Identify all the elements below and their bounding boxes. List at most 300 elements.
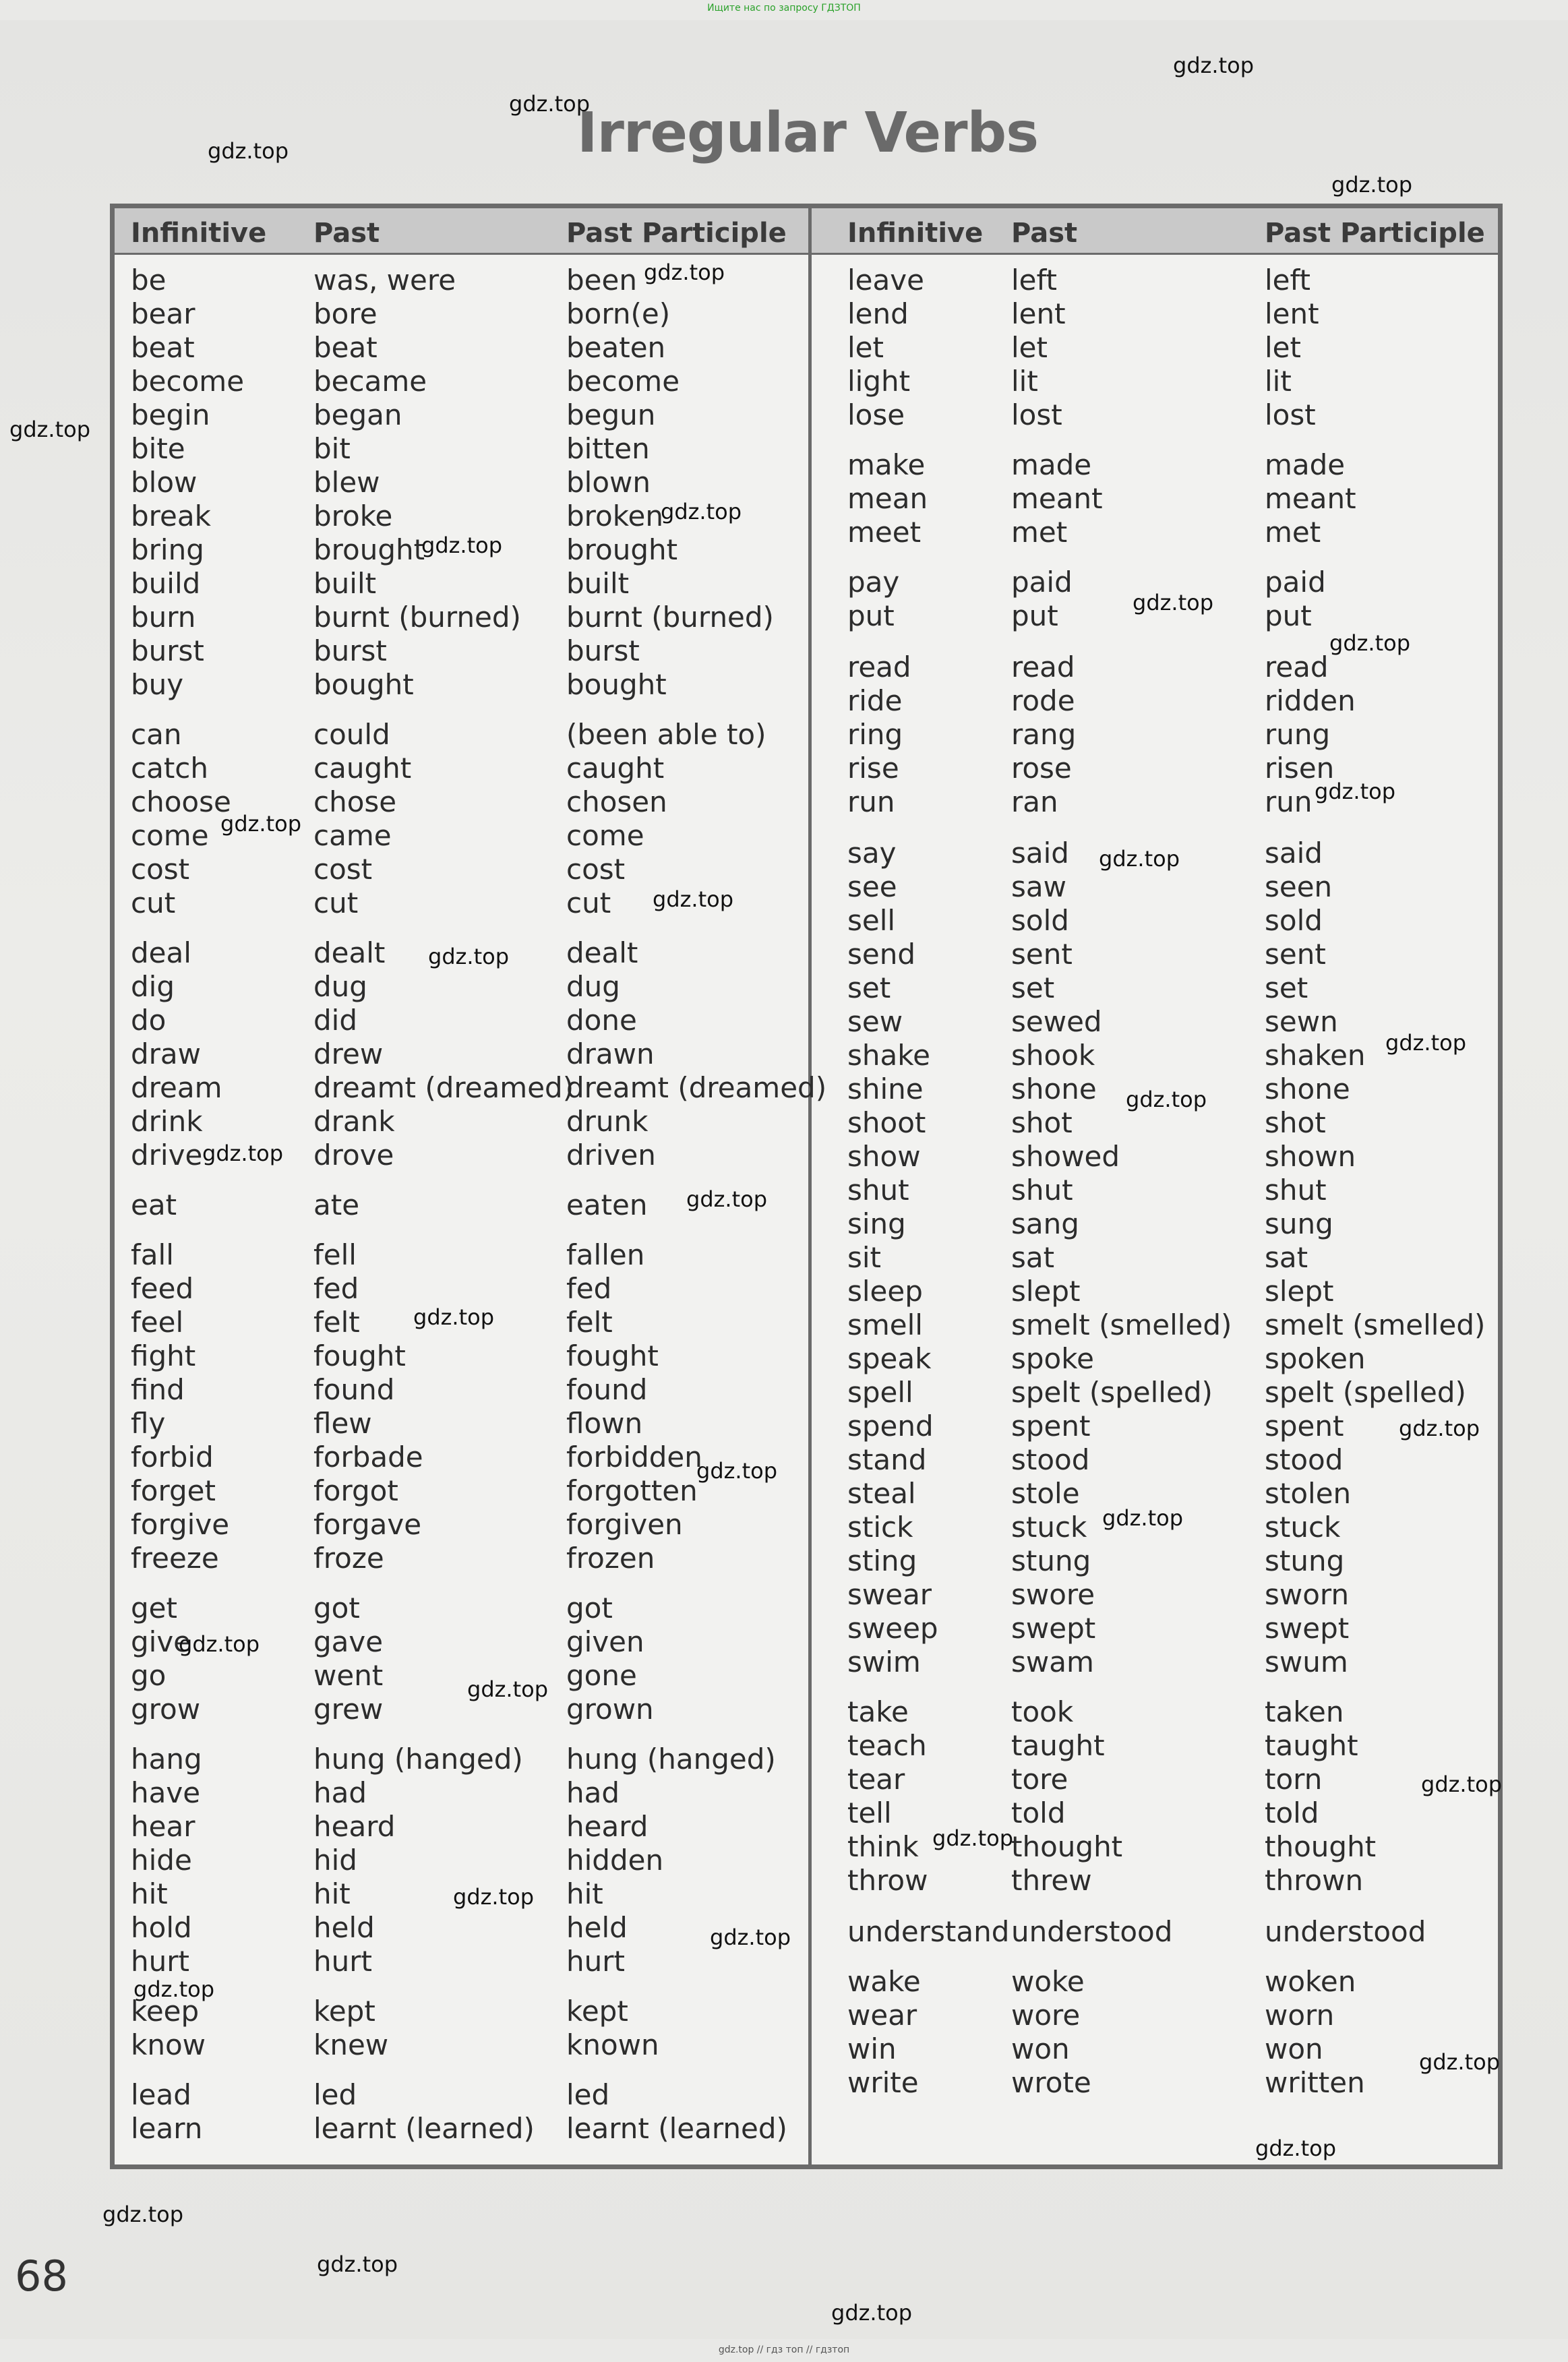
past-cell: paid: [1011, 566, 1073, 599]
infinitive-cell: hear: [131, 1810, 195, 1843]
past-participle-cell: woken: [1265, 1965, 1356, 1998]
past-cell: ran: [1011, 785, 1058, 818]
past-participle-cell: bitten: [566, 432, 650, 465]
past-cell: wrote: [1011, 2066, 1091, 2099]
infinitive-cell: make: [847, 448, 926, 481]
infinitive-cell: hurt: [131, 1945, 189, 1978]
infinitive-cell: bear: [131, 297, 195, 330]
infinitive-cell: light: [847, 365, 911, 398]
past-cell: taught: [1011, 1729, 1105, 1762]
past-participle-cell: eaten: [566, 1188, 648, 1221]
past-participle-cell: forgotten: [566, 1474, 698, 1507]
bottom-link[interactable]: gdz.top // гдз топ // гдзтоп: [718, 2344, 850, 2355]
past-cell: caught: [313, 752, 412, 785]
infinitive-cell: grow: [131, 1693, 201, 1726]
past-cell: shot: [1011, 1106, 1073, 1139]
watermark-text: gdz.top: [317, 2251, 398, 2277]
past-cell: lost: [1011, 398, 1062, 431]
past-cell: bore: [313, 297, 378, 330]
past-cell: drew: [313, 1037, 384, 1070]
infinitive-cell: sweep: [847, 1612, 938, 1645]
header-past-right: Past: [1011, 218, 1078, 249]
past-cell: lent: [1011, 297, 1066, 330]
past-cell: stole: [1011, 1477, 1080, 1510]
past-cell: knew: [313, 2028, 389, 2061]
infinitive-cell: learn: [131, 2112, 203, 2145]
past-participle-cell: caught: [566, 752, 665, 785]
past-participle-cell: lent: [1265, 297, 1319, 330]
watermark-text: gdz.top: [428, 944, 510, 969]
past-participle-cell: come: [566, 819, 644, 852]
infinitive-cell: run: [847, 785, 895, 818]
past-participle-cell: run: [1265, 785, 1313, 818]
watermark-text: gdz.top: [202, 1141, 284, 1166]
past-cell: dreamt (dreamed): [313, 1071, 574, 1104]
infinitive-cell: find: [131, 1373, 185, 1406]
past-cell: read: [1011, 650, 1075, 684]
past-participle-cell: led: [566, 2078, 610, 2111]
past-cell: came: [313, 819, 392, 852]
infinitive-cell: spend: [847, 1410, 934, 1443]
watermark-text: gdz.top: [1331, 172, 1413, 198]
watermark-text: gdz.top: [220, 811, 302, 837]
past-cell: drove: [313, 1139, 394, 1172]
infinitive-cell: bring: [131, 533, 204, 566]
past-cell: fought: [313, 1339, 406, 1372]
past-cell: chose: [313, 785, 397, 818]
infinitive-cell: think: [847, 1830, 919, 1863]
infinitive-cell: stick: [847, 1511, 913, 1544]
infinitive-cell: stand: [847, 1443, 927, 1476]
infinitive-cell: ride: [847, 684, 903, 717]
infinitive-cell: leave: [847, 264, 924, 297]
past-participle-cell: lit: [1265, 365, 1292, 398]
infinitive-cell: fly: [131, 1407, 166, 1440]
past-participle-cell: hit: [566, 1877, 603, 1910]
past-cell: spelt (spelled): [1011, 1376, 1213, 1409]
past-participle-cell: set: [1265, 971, 1308, 1004]
past-participle-cell: sold: [1265, 904, 1323, 937]
past-participle-cell: torn: [1265, 1763, 1323, 1796]
infinitive-cell: buy: [131, 668, 184, 701]
past-participle-cell: fought: [566, 1339, 659, 1372]
past-participle-cell: bought: [566, 668, 667, 701]
past-participle-cell: dug: [566, 970, 620, 1003]
infinitive-cell: meet: [847, 516, 922, 549]
past-participle-cell: thought: [1265, 1830, 1377, 1863]
infinitive-cell: mean: [847, 482, 928, 515]
infinitive-cell: spell: [847, 1376, 913, 1409]
past-participle-cell: learnt (learned): [566, 2112, 787, 2145]
past-cell: rose: [1011, 752, 1072, 785]
past-cell: hung (hanged): [313, 1743, 523, 1776]
past-cell: spent: [1011, 1410, 1091, 1443]
past-cell: could: [313, 718, 390, 751]
infinitive-cell: become: [131, 365, 245, 398]
infinitive-cell: do: [131, 1004, 167, 1037]
past-participle-cell: gone: [566, 1659, 637, 1692]
past-participle-cell: risen: [1265, 752, 1335, 785]
past-participle-cell: forbidden: [566, 1441, 702, 1474]
past-participle-cell: brought: [566, 533, 678, 566]
past-cell: forbade: [313, 1441, 423, 1474]
past-participle-cell: flown: [566, 1407, 643, 1440]
past-cell: burnt (burned): [313, 601, 521, 634]
past-cell: showed: [1011, 1140, 1120, 1173]
past-cell: cost: [313, 853, 373, 886]
watermark-text: gdz.top: [208, 138, 289, 164]
page-number: 68: [15, 2251, 68, 2301]
past-cell: bought: [313, 668, 414, 701]
past-cell: had: [313, 1776, 367, 1809]
past-cell: beat: [313, 331, 378, 364]
infinitive-cell: give: [131, 1625, 191, 1658]
past-participle-cell: dealt: [566, 936, 638, 969]
infinitive-cell: drive: [131, 1139, 203, 1172]
past-cell: rode: [1011, 684, 1075, 717]
infinitive-cell: deal: [131, 936, 191, 969]
infinitive-cell: lend: [847, 297, 909, 330]
past-cell: ate: [313, 1188, 360, 1221]
infinitive-cell: cost: [131, 853, 190, 886]
past-cell: made: [1011, 448, 1092, 481]
past-participle-cell: spent: [1265, 1410, 1344, 1443]
infinitive-cell: say: [847, 837, 897, 870]
past-participle-cell: begun: [566, 398, 656, 431]
past-cell: hurt: [313, 1945, 372, 1978]
past-cell: forgave: [313, 1508, 422, 1541]
past-cell: set: [1011, 971, 1055, 1004]
past-cell: shone: [1011, 1072, 1097, 1106]
past-participle-cell: shot: [1265, 1106, 1326, 1139]
past-participle-cell: sworn: [1265, 1578, 1350, 1611]
infinitive-cell: shine: [847, 1072, 924, 1106]
past-participle-cell: shaken: [1265, 1039, 1366, 1072]
past-participle-cell: paid: [1265, 566, 1326, 599]
past-participle-cell: stood: [1265, 1443, 1344, 1476]
infinitive-cell: let: [847, 331, 884, 364]
infinitive-cell: wear: [847, 1999, 917, 2032]
watermark-text: gdz.top: [696, 1458, 778, 1484]
past-participle-cell: shone: [1265, 1072, 1350, 1106]
past-participle-cell: felt: [566, 1306, 613, 1339]
past-cell: sewed: [1011, 1005, 1102, 1038]
infinitive-cell: dig: [131, 970, 175, 1003]
past-cell: understood: [1011, 1915, 1173, 1948]
past-participle-cell: got: [566, 1592, 613, 1625]
watermark-text: gdz.top: [1419, 2049, 1501, 2075]
infinitive-cell: sit: [847, 1241, 882, 1274]
infinitive-cell: hold: [131, 1911, 192, 1944]
past-cell: bit: [313, 432, 351, 465]
past-cell: became: [313, 365, 427, 398]
infinitive-cell: cut: [131, 886, 176, 919]
infinitive-cell: come: [131, 819, 209, 852]
past-participle-cell: been: [566, 264, 637, 297]
past-cell: stuck: [1011, 1511, 1087, 1544]
infinitive-cell: read: [847, 650, 911, 684]
past-participle-cell: stolen: [1265, 1477, 1352, 1510]
past-cell: heard: [313, 1810, 396, 1843]
past-cell: told: [1011, 1796, 1066, 1829]
infinitive-cell: draw: [131, 1037, 202, 1070]
infinitive-cell: swim: [847, 1645, 921, 1678]
past-participle-cell: sewn: [1265, 1005, 1338, 1038]
watermark-text: gdz.top: [1102, 1505, 1184, 1531]
past-participle-cell: said: [1265, 837, 1323, 870]
past-cell: stood: [1011, 1443, 1090, 1476]
past-participle-cell: rung: [1265, 718, 1331, 751]
infinitive-cell: lead: [131, 2078, 191, 2111]
past-cell: blew: [313, 466, 380, 499]
watermark-text: gdz.top: [686, 1186, 768, 1212]
past-participle-cell: understood: [1265, 1915, 1426, 1948]
past-cell: threw: [1011, 1864, 1092, 1897]
infinitive-cell: dream: [131, 1071, 222, 1104]
past-participle-cell: read: [1265, 650, 1329, 684]
past-cell: said: [1011, 837, 1069, 870]
past-cell: found: [313, 1373, 395, 1406]
infinitive-cell: lose: [847, 398, 905, 431]
watermark-text: gdz.top: [653, 886, 734, 912]
past-participle-cell: written: [1265, 2066, 1365, 2099]
past-cell: did: [313, 1004, 357, 1037]
infinitive-cell: put: [847, 599, 895, 632]
past-participle-cell: held: [566, 1911, 628, 1944]
watermark-text: gdz.top: [453, 1884, 535, 1910]
past-participle-cell: born(e): [566, 297, 671, 330]
past-participle-cell: done: [566, 1004, 637, 1037]
infinitive-cell: burst: [131, 634, 204, 667]
past-cell: began: [313, 398, 402, 431]
past-cell: smelt (smelled): [1011, 1308, 1232, 1341]
watermark-text: gdz.top: [1399, 1416, 1480, 1441]
past-participle-cell: made: [1265, 448, 1346, 481]
infinitive-cell: rise: [847, 752, 899, 785]
past-participle-cell: had: [566, 1776, 620, 1809]
past-participle-cell: sat: [1265, 1241, 1308, 1274]
past-participle-cell: kept: [566, 1995, 628, 2028]
infinitive-cell: begin: [131, 398, 210, 431]
header-past-participle-left: Past Participle: [566, 218, 787, 249]
infinitive-cell: feed: [131, 1272, 194, 1305]
watermark-text: gdz.top: [1315, 779, 1396, 804]
infinitive-cell: pay: [847, 566, 900, 599]
infinitive-cell: break: [131, 499, 211, 533]
past-participle-cell: driven: [566, 1139, 656, 1172]
past-cell: swept: [1011, 1612, 1096, 1645]
past-participle-cell: fed: [566, 1272, 612, 1305]
past-cell: dealt: [313, 936, 386, 969]
past-cell: thought: [1011, 1830, 1123, 1863]
past-participle-cell: let: [1265, 331, 1301, 364]
past-cell: swam: [1011, 1645, 1094, 1678]
infinitive-cell: eat: [131, 1188, 177, 1221]
header-infinitive-left: Infinitive: [131, 218, 267, 249]
infinitive-cell: hit: [131, 1877, 168, 1910]
past-cell: went: [313, 1659, 384, 1692]
infinitive-cell: sing: [847, 1207, 906, 1240]
infinitive-cell: know: [131, 2028, 206, 2061]
infinitive-cell: sell: [847, 904, 896, 937]
header-past-left: Past: [313, 218, 380, 249]
watermark-text: gdz.top: [509, 91, 591, 117]
infinitive-cell: smell: [847, 1308, 923, 1341]
past-cell: met: [1011, 516, 1068, 549]
top-link[interactable]: Ищите нас по запросу ГДЗТОП: [707, 3, 861, 13]
past-participle-cell: put: [1265, 599, 1312, 632]
infinitive-cell: sting: [847, 1544, 917, 1577]
infinitive-cell: have: [131, 1776, 201, 1809]
watermark-text: gdz.top: [831, 2300, 913, 2326]
past-cell: got: [313, 1592, 360, 1625]
past-cell: learnt (learned): [313, 2112, 535, 2145]
past-cell: swore: [1011, 1578, 1095, 1611]
infinitive-cell: understand: [847, 1915, 1010, 1948]
watermark-text: gdz.top: [644, 260, 725, 285]
watermark-text: gdz.top: [421, 533, 503, 558]
past-participle-cell: swum: [1265, 1645, 1348, 1678]
past-participle-cell: told: [1265, 1796, 1319, 1829]
past-participle-cell: blown: [566, 466, 651, 499]
past-cell: let: [1011, 331, 1048, 364]
watermark-text: gdz.top: [661, 499, 742, 524]
past-cell: hit: [313, 1877, 351, 1910]
past-cell: gave: [313, 1625, 384, 1658]
infinitive-cell: keep: [131, 1995, 200, 2028]
watermark-text: gdz.top: [1385, 1030, 1467, 1056]
watermark-text: gdz.top: [710, 1925, 791, 1950]
past-cell: tore: [1011, 1763, 1068, 1796]
infinitive-cell: build: [131, 567, 201, 600]
past-cell: dug: [313, 970, 367, 1003]
past-cell: fed: [313, 1272, 359, 1305]
past-participle-cell: drunk: [566, 1105, 649, 1138]
past-participle-cell: spelt (spelled): [1265, 1376, 1466, 1409]
past-participle-cell: forgiven: [566, 1508, 683, 1541]
past-participle-cell: broken: [566, 499, 663, 533]
infinitive-cell: write: [847, 2066, 919, 2099]
infinitive-cell: hang: [131, 1743, 202, 1776]
past-participle-cell: left: [1265, 264, 1311, 297]
past-cell: drank: [313, 1105, 395, 1138]
infinitive-cell: tell: [847, 1796, 892, 1829]
past-cell: put: [1011, 599, 1058, 632]
past-participle-cell: slept: [1265, 1275, 1334, 1308]
watermark-text: gdz.top: [102, 2202, 184, 2227]
infinitive-cell: set: [847, 971, 891, 1004]
table-header-row: [115, 208, 1498, 255]
past-cell: meant: [1011, 482, 1103, 515]
infinitive-cell: sew: [847, 1005, 903, 1038]
infinitive-cell: shake: [847, 1039, 930, 1072]
watermark-text: gdz.top: [1133, 590, 1214, 615]
past-cell: sat: [1011, 1241, 1055, 1274]
past-participle-cell: hidden: [566, 1844, 664, 1877]
infinitive-cell: choose: [131, 785, 231, 818]
past-participle-cell: spoken: [1265, 1342, 1366, 1375]
infinitive-cell: forget: [131, 1474, 216, 1507]
infinitive-cell: steal: [847, 1477, 916, 1510]
infinitive-cell: drink: [131, 1105, 203, 1138]
past-participle-cell: frozen: [566, 1542, 655, 1575]
infinitive-cell: freeze: [131, 1542, 219, 1575]
past-participle-cell: hung (hanged): [566, 1743, 776, 1776]
column-divider: [808, 208, 812, 2164]
infinitive-cell: sleep: [847, 1275, 923, 1308]
past-cell: felt: [313, 1306, 360, 1339]
infinitive-cell: forgive: [131, 1508, 230, 1541]
past-cell: kept: [313, 1995, 375, 2028]
past-cell: hid: [313, 1844, 357, 1877]
past-cell: lit: [1011, 365, 1038, 398]
past-participle-cell: beaten: [566, 331, 666, 364]
past-cell: wore: [1011, 1999, 1081, 2032]
past-participle-cell: burnt (burned): [566, 601, 774, 634]
past-cell: shook: [1011, 1039, 1095, 1072]
infinitive-cell: forbid: [131, 1441, 214, 1474]
watermark-text: gdz.top: [1126, 1087, 1207, 1112]
infinitive-cell: shoot: [847, 1106, 926, 1139]
past-participle-cell: cost: [566, 853, 626, 886]
past-cell: cut: [313, 886, 359, 919]
infinitive-cell: blow: [131, 466, 198, 499]
past-cell: burst: [313, 634, 387, 667]
infinitive-cell: go: [131, 1659, 167, 1692]
watermark-text: gdz.top: [133, 1976, 215, 2002]
infinitive-cell: ring: [847, 718, 903, 751]
past-cell: broke: [313, 499, 393, 533]
infinitive-cell: speak: [847, 1342, 932, 1375]
watermark-text: gdz.top: [467, 1676, 549, 1702]
past-participle-cell: built: [566, 567, 630, 600]
past-participle-cell: known: [566, 2028, 659, 2061]
past-participle-cell: taken: [1265, 1695, 1344, 1728]
past-participle-cell: stuck: [1265, 1511, 1341, 1544]
infinitive-cell: win: [847, 2032, 897, 2065]
past-cell: fell: [313, 1238, 357, 1271]
past-participle-cell: grown: [566, 1693, 654, 1726]
past-participle-cell: dreamt (dreamed): [566, 1071, 827, 1104]
past-participle-cell: heard: [566, 1810, 649, 1843]
infinitive-cell: be: [131, 264, 167, 297]
header-infinitive-right: Infinitive: [847, 218, 984, 249]
past-cell: froze: [313, 1542, 384, 1575]
past-participle-cell: meant: [1265, 482, 1356, 515]
past-participle-cell: found: [566, 1373, 648, 1406]
infinitive-cell: show: [847, 1140, 921, 1173]
infinitive-cell: beat: [131, 331, 195, 364]
infinitive-cell: hide: [131, 1844, 192, 1877]
past-cell: rang: [1011, 718, 1077, 751]
past-cell: brought: [313, 533, 425, 566]
past-cell: was, were: [313, 264, 456, 297]
past-participle-cell: fallen: [566, 1238, 645, 1271]
past-cell: led: [313, 2078, 357, 2111]
past-participle-cell: ridden: [1265, 684, 1356, 717]
past-participle-cell: hurt: [566, 1945, 625, 1978]
past-participle-cell: swept: [1265, 1612, 1350, 1645]
watermark-text: gdz.top: [932, 1825, 1014, 1851]
infinitive-cell: fall: [131, 1238, 174, 1271]
past-cell: spoke: [1011, 1342, 1094, 1375]
infinitive-cell: get: [131, 1592, 177, 1625]
watermark-text: gdz.top: [1173, 53, 1255, 78]
past-participle-cell: seen: [1265, 870, 1333, 903]
infinitive-cell: take: [847, 1695, 909, 1728]
past-participle-cell: taught: [1265, 1729, 1358, 1762]
infinitive-cell: catch: [131, 752, 209, 785]
